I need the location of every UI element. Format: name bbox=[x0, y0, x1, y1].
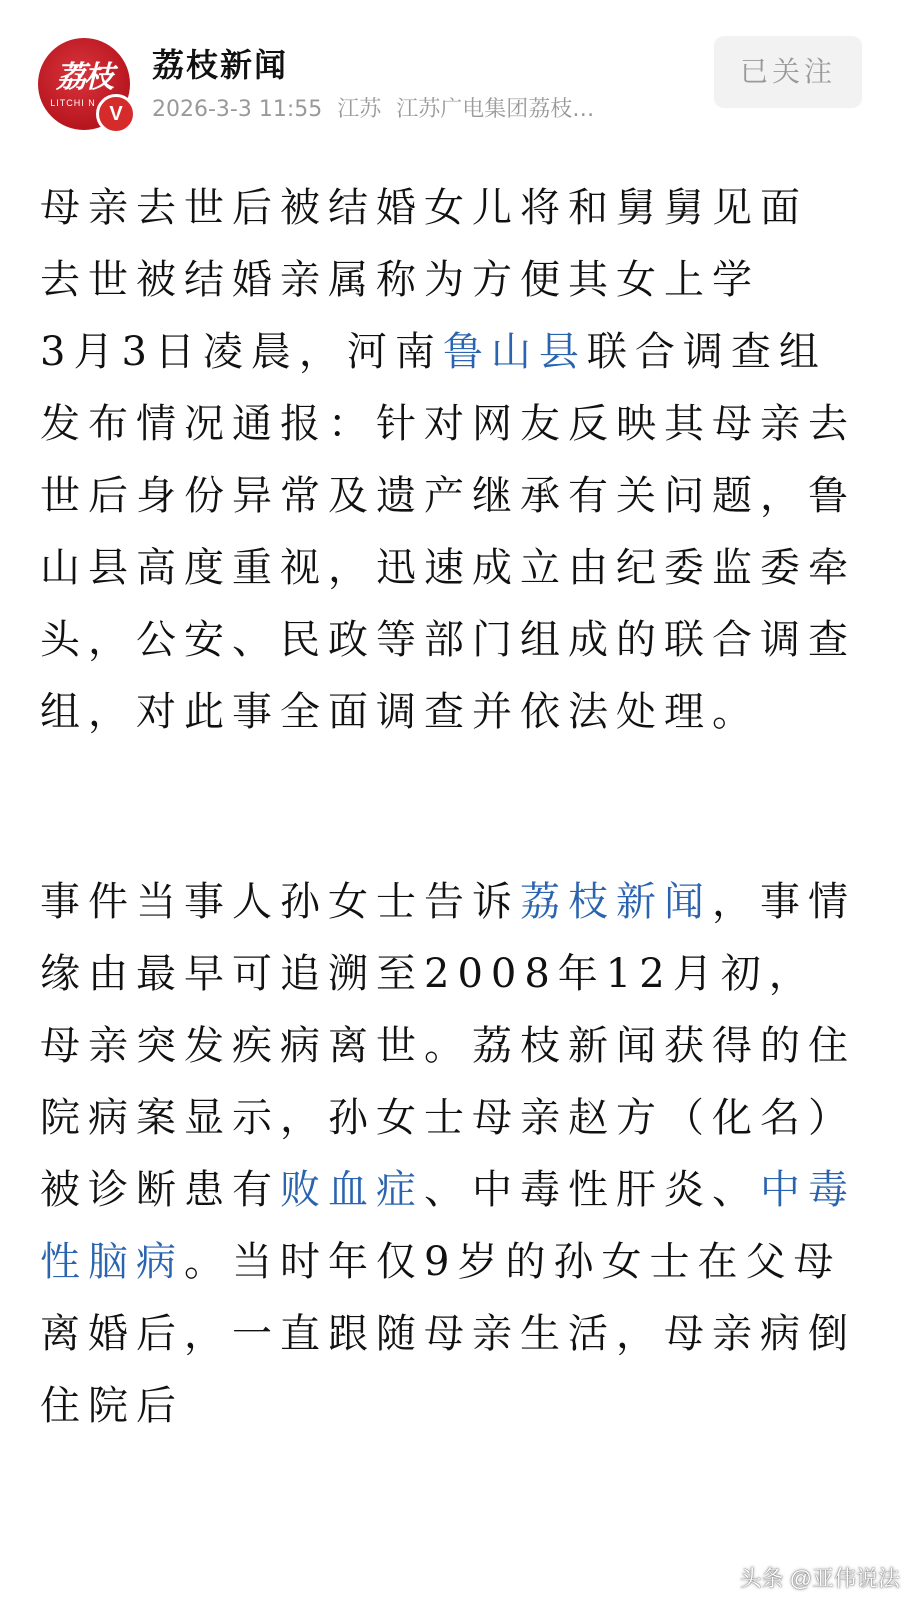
source-watermark: 头条 @亚伟说法 bbox=[739, 1566, 900, 1591]
verified-badge-icon: V bbox=[96, 94, 136, 134]
post-source: 江苏广电集团荔枝… bbox=[396, 97, 595, 122]
article-paragraph-2 bbox=[40, 866, 860, 1442]
avatar-logo-text: 荔枝 bbox=[56, 60, 112, 95]
article-body bbox=[40, 172, 860, 1442]
follow-button[interactable]: 已关注 bbox=[714, 36, 862, 108]
paragraph-text: 、中毒性肝炎、 bbox=[424, 1167, 760, 1213]
link-toxic-encephalopathy[interactable]: 中毒性脑病 bbox=[40, 1167, 856, 1285]
article-title: 母亲去世后被结婚女儿将和舅舅见面 去世被结婚亲属称为方便其女上学 bbox=[40, 185, 808, 303]
article-paragraph-1 bbox=[40, 316, 860, 748]
link-lushan-county[interactable]: 鲁山县 bbox=[442, 329, 587, 375]
article-header bbox=[0, 0, 922, 150]
account-name[interactable]: 荔枝新闻 bbox=[152, 46, 289, 84]
paragraph-text: 联合调查组发布情况通报：针对网友反映其母亲去世后身份异常及遗产继承有关问题，鲁山县高度重视，迅速成立由纪委监委牵头，公安、民政等部门组成的联合调查组，对此事全面调查并依法处理。 bbox=[40, 329, 856, 735]
paragraph-text: 3月3日凌晨，河南 bbox=[40, 329, 443, 375]
paragraph-text: 事件当事人孙女士告诉 bbox=[40, 879, 520, 925]
link-sepsis[interactable]: 败血症 bbox=[280, 1167, 424, 1213]
avatar-logo-subtext: LITCHI N bbox=[50, 98, 96, 108]
post-meta bbox=[152, 92, 692, 123]
post-datetime: 2026-3-3 11:55 bbox=[152, 97, 323, 122]
paragraph-text: 。当时年仅9岁的孙女士在父母离婚后，一直跟随母亲生活，母亲病倒住院后 bbox=[40, 1239, 856, 1429]
paragraph-text: ，事情缘由最早可追溯至2008年12月初，母亲突发疾病离世。荔枝新闻获得的住院病案显示，孙女士母亲赵方（化名）被诊断患有 bbox=[40, 879, 856, 1213]
link-litchi-news[interactable]: 荔枝新闻 bbox=[520, 879, 712, 925]
post-location: 江苏 bbox=[337, 97, 382, 122]
paragraph-spacer bbox=[40, 748, 860, 866]
